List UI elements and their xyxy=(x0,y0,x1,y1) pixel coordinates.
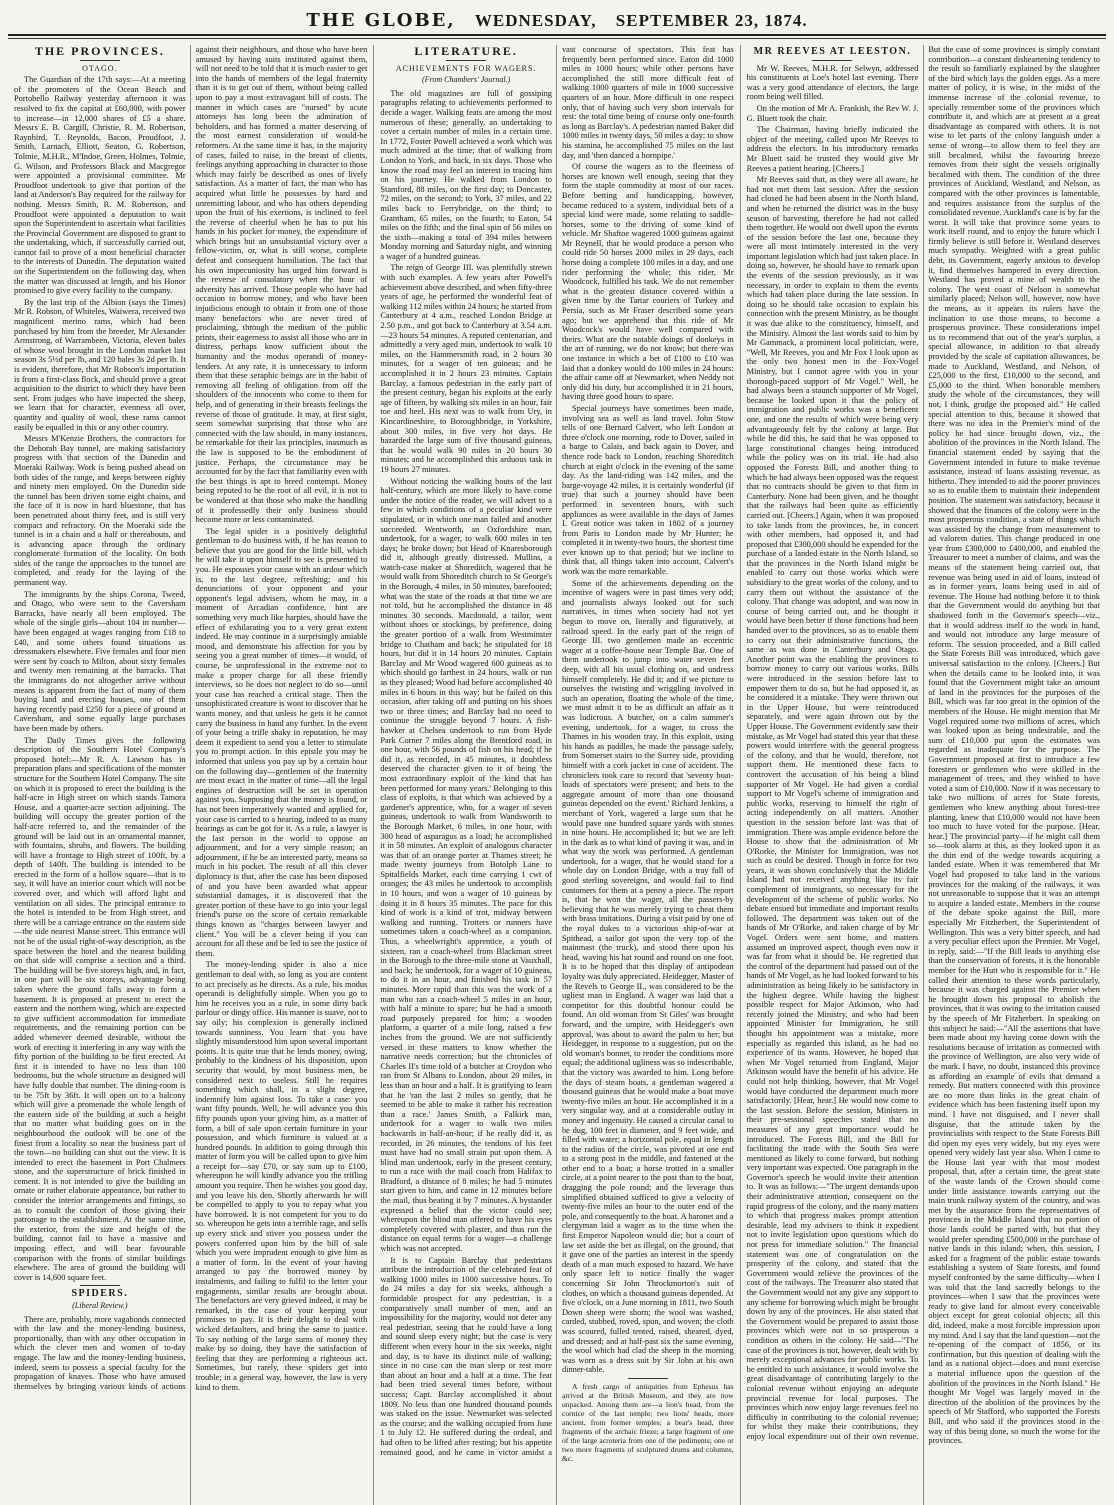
spiders-source: (Liberal Review.) xyxy=(72,1301,128,1310)
literature-subheading: ACHIEVEMENTS FOR WAGERS. xyxy=(395,63,537,73)
spiders-paragraph: The money-lending spider is also a nice gentleman to deal with, so long as you are content to act precisely as he directs. As a rule, his modus operandi is delightfully simple. When you go to him he receives you as a rule, in some dirty back parlour or dingy office. His manner is suave, not to say oily; his complexion is generally inclined towards sunniness. You learn that you have slightly misunderstood him upon several important points. It is quite true that he lends money, owing, probably to the kindness of his disposition, upon security that would, by most business men, be considered next to useless. Still he requires something which shall, in a slight degree, indemnify him against loss. To take a case: you want fifty pounds. Well, he will advance you this fifty pounds upon your giving him, as a matter of form, a bill of sale upon certain furniture in your possession, and which furniture is valued at a hundred pounds. In addition to going through this matter of form you will be called upon to give him a receipt for—say £70, or say sum up to £100, whereupon he will kindly advance you the trifling amount you require. Then he wishes you good day, and you leave his den. Shortly afterwards he will be compelled to apply to you to repay what you have borrowed. It is not competent for you to do so. whereupon he gets into a terrible rage, and sells up every stick and stiver you possess under the powers conferred upon him by the bill of sale which you were imprudent enough to give him as a matter of form. In the event of your having arranged to pay the borrowed money by instalments, and failing to fulfil to the letter your engagements, similar results are brought about. The benefactors are very grieved indeed, it may be remarked, in the case of your keeping your promises to pay. It is their delight to deal with wicked defaulters, and bring the same to justice. To say nothing of the large sums of money they make by so doing, they have the satisfaction of feeling that they are performing a righteous act. Sometimes, but rarely, these spiders get into trouble; in a general way, however, the law is very kind to them. xyxy=(195,960,368,1392)
column-reeves xyxy=(740,45,1106,1505)
literature-paragraph: Of course the wagers as to the fleetness of horses are known well enough, seeing that they form the staple commodity at most of our races. Before betting and handicapping, however, became reduced to a system, individual bets of a special kind were made, some relating to saddle-horses, some to the driving of some kind of vehicle. Mr Shaftoe wagered 1000 guineas against Mr Reynell, that he would produce a person who could ride 50 horses 2000 miles in 29 days, each horse doing a complete 100 miles in a day, and one rider performing the whole; this rider, Mr Woodcock, fulfilled his task. We do not remember what is the greatest distance covered within a given time by the Tartar couriers of Turkey and Persia, such as Mr Fraser described some years ago; but we apprehend that this ride of Mr Woodcock's would have well compared with theirs. What are the notable doings of donkeys in the art of running, we do not know; but there was one instance in which a bet of £100 to £10 was laid that a donkey would do 100 miles in 24 hours: the affair came off at Newmarket, when Neddy not only did his duty, but accomplished it in 21 hours, having three good hours to spare. xyxy=(561,162,734,402)
literature-paragraph: It is to Captain Barclay that pedestrians attribute the introduction of the celebrated feat of walking 1000 miles in 1000 successive hours. To do 24 miles a day for six weeks, although a formidable prospect for any pedestrian, is a comparatively small number of men, and an impossibility for the majority, would not deter any real pedestrian, seeing that he could have a long and sound sleep every night; but the case is very different when every hour in the six weeks, night and day, is to have its distinct mile of walking; since in no case can the man sleep or rest more than about an hour and a half at a time. The feat had been tried several times before, without success; Capt. Barclay accomplished it about 1809. No less than one hundred thousand pounds was staked on the issue. Newmarket was selected as the course; and the walking occupied from June 1 to July 12. He suffered during the ordeal, and had often to be lifted after resting; but his appetite remained good, and he came in victor amidst a vast concourse of spectators. This feat has frequently been performed since. Eaton did 1000 miles in 1000 hours; while other persons have accomplished the still more difficult feat of walking 1000 quarters of mile in 1000 successive quarters of an hour. More difficult in one respect only, that of having such very short intervals for rest: the total time being of course only one-fourth as long as Barclay's. A pedestrian named Baker did 1000 miles in twenty days, 50 miles a day: to show his stamina, he accomplished 75 miles on the last day, and 'then danced a hornpipe.' xyxy=(380,45,734,1457)
literature-paragraph: Special journeys have sometimes been made, involving sea as well as land travel. John Stow tells of one Bernard Calvert, who left London at three o'clock one morning, rode to Dover, sailed in a barge to Calais, and back again to Dover, and thence rode back to London, reaching Shoreditch church at eight o'clock in the evening of the same day. As the land-riding was 142 miles, and the barge-voyage 42 miles, it is certainly wonderful (if true) that such a journey should have been performed in seventeen hours, with such appliances as were available in the days of James I. Great notice was taken in 1802 of a journey from Paris to London made by Mr Hunter; he completed it in twenty-two hours, the shortest time ever known up to that period; but we incline to think that, all things taken into account, Calvert's work was the more remarkable. xyxy=(561,403,734,577)
literature-paragraph: Some of the achievements depending on the incentive of wagers were in past times very odd; and journalists always looked out for such narratives, in times when society had not yet begun to move on, literally and figuratively, at railroad speed. In the early part of the reign of George III. two gentlemen made an eccentric wager at a coffee-house near Temple Bar. One of them undertook to jump into water seven feet deep, with all his usual clothing on, and undress himself completely. He did it; and if we picture to ourselves the twisting and wriggling involved in such an operation, floating the whole of the time, we must admit it to be as difficult an affair as it was ludicrous. A butcher, on a calm summer's evening, undertook, for a wager, to cross the Thames in his wooden tray. In this exploit, using his hands as paddles, he made the passage safely, from Somerset stairs to the Surrey side, providing himself with a cork jacket in case of accident. The chroniclers took care to record that 'seventy boat-loads of spectators were present; and bets to the aggregate amount of more than one thousand guineas depended on the event.' Richard Jenkins, a merchant of York, wagered a large sum that he would pave one hundred square yards with stones in nine hours. He accomplished it; but we are left in the dark as to what kind of paving it was, and in what way the work was performed. A gentleman undertook, for a wager, that he would stand for a whole day on London Bridge, with a tray full of good sterling sovereigns, and would fail to find customers for them at a penny a piece. The report is, that he won the wager, all the passers-by believing that he was merely trying to cheat them with brass imitations. During a visit paid by one of the royal dukes to a victorious ship-of-war at Spithead, a sailor got upon the very top of the mainmast (the truck), and stood there upon his head, waving his hat round and round on one foot. It is to be hoped that this display of antipodean loyalty was duly appreciated. Heidegger, Master of the Revels to George II., was considered to be the ugliest man in England. A wager was laid that a competitor for this doubtful honour could be found. An old woman from St Giles' was brought forward, and the umpire, with Heidegger's own approval, was about to award the palm to her; but Heidegger, in response to a suggestion, put on the old woman's bonnet, to render the conditions more equal; the additional ugliness was so indescribable, that the victory was awarded to him. Long before the days of steam boats, a gentleman wagered a thousand guineas that he would make a boat move twenty-five miles an hour. He accomplished it in a very singular way, and at a considerable outlay in money and ingenuity. He caused a circular canal to be dug, 100 feet in diameter, and 9 feet wide, and filled with water; a horizontal pole, equal in length to the radius of the circle, was pivoted at one end to a strong post in the middle, and fastened at the other end to a boat; a horse trotted in a smaller circle, at a point nearer to the post than to the boat, dragging the pole round; and the leverage thus simplified obtained sufficed to give a velocity of twenty-five miles an hour to the outer end of the pole, and consequently to the boat. A baronet and a clergyman laid a wager as to the time when the first Emperor Napoleon would die; but a court of law set aside the bet as illegal, on the ground, that it gave one of the parties an interest in the speedy death of a man much exposed to hazard. We have only space left to notice finally the wager concerning Sir John Throckmorton's suit of clothes, on which a thousand guineas depended. At five o'clock, on a June morning in 1811, two South Down sheep were shorn; the wool was washed, carded, stubbed, roved, spun, and woven; the cloth was scoured, fulled tented, raised, sheared, dyed, and dressed; and at half-past six the same evening, the wool which had clad the sheep in the morning was worn as a dress suit by Sir John at his own dinner-table. xyxy=(561,578,734,1375)
reeves-paragraph: Mr Reeves said that, as they were all aware, he had not met them last session. After the session had closed he had been absent in the North Island, and when he returned the district was in the busy season of harvesting, therefore he had not called them together. He would not dwell upon the events of the session before the last one, because they were all most intimately interested in the very important legislation which had just taken place. In doing so, however, he should have to remark upon the events of the session previously, as it was necessary, in order to explain to them the events which had taken place during the late session. In doing so he should take occasion to explain his connection with the present Ministry, as he thought it was due alike to the constituency, himself, and the Ministry. Almost the last words said to him by Mr Gammack, a prominent local politician, were, "Well, Mr Reeves, you and Mr Fox I look upon as the only two honest men in the Fox-Vogel Ministry, but I cannot agree with you in your thorough-paced support of Mr Vogel." Well, he had always been a staunch supporter of Mr Vogel, because he looked upon it that the policy of immigration and public works was a beneficent one, and one the results of which were being very advantageously felt by the colony at large. But while he did this, he said that he was opposed to large constitutional changes being introduced while the policy was on its trial. He had also opposed the Forests Bill, and another thing to which he had always been opposed was the request that no contracts should be given to that firm in Canterbury. None had been given, and he thought that the railways had been quite as efficiently carried out. [Cheers.] Again, when it was proposed to take lands from the provinces, he, in concert with other members, had opposed it, and had proposed that £300,000 should be expended for the purchase of a landed estate in the North Island, so that the provinces in the North Island might be enabled to carry out those works which were subsidiary to the great works of the colony, and to carry them out without the assistance of the colony. That change was adopted, and was now in course of being carried out, and he thought it would have been better if those functions had been handed over to the provinces, so as to enable them to carry out their administrative functions, the same as was done in Canterbury and Otago. Another point was the enabling the provinces to borrow money to carry out various works. Bills were introduced in the session before last to empower them to do so, but he had opposed it, as he considered it a mistake. They were thrown out in the Upper House, but were reintroduced separately, and were again thrown out by the Upper House. The Government evidently saw their mistake, as Mr Vogel had stated this year that these powers would interfere with the general progress of the colony, and that he would, therefore, not support them. He mentioned these facts to controvert the accusation of his being a blind supporter of Mr Vogel. He had given a cordial support to Mr Vogel's scheme of immigration and public works, reserving to himself the right of acting independently on all matters. Another question in the session before last was that of immigration. There was ample evidence before the House to show that the administration of Mr O'Rorke, the Minister for Immigration, was not such as could be desired. Though in force for two years, it was shown conclusively that the Middle Island had not received anything like its fair complement of immigrants, so necessary for the development of the scheme of public works. No debate ensued but immediate and important results followed. The department was taken out of the hands of Mr O'Rorke, and taken charge of by Mr Vogel. Orders were sent home, and matters assumed an improved aspect, though even now it was far from what it should be. He regretted that the control of the department had passed out of the hands of Mr Vogel, as he had looked forward to his administration as being likely to be satisfactory in the highest degree. While having the highest possible respect for Major Atkinson, who had recently joined the Ministry, and who had been appointed Minister for Immigration, he still thought his appointment was a mistake, more especially as regarded this island, as he had no experience of its wants. However, he hoped that when Mr Vogel returned from England, Major Atkinson would have the benefit of his advice. He could not help thinking, however, that Mr Vogel would have conducted the department much more satisfactorily. [Hear, hear.] He would now come to the last session. Before the session, Ministers in their pre-sessional speeches stated that no measures of any great importance would be introduced. The Forests Bill, and the Bill for facilitating the trade with the South Sea were mentioned as likely to come forward, but nothing very important was expected. One paragraph in the Governor's speech he would invite their attention to. It was as follows:—"The urgent demands upon their administrative attention, consequent on the rapid progress of the colony, and the many matters to which that progress makes prompt attention desirable, lead my advisers to think it expedient not to invite legislation upon questions which do not press for immediate solution." The financial statement was one of congratulation on the prosperity of the colony, and stated that the Government would relieve the provinces of the cost of the railways. The Treasurer also stated that the Government would not any give any support to any scheme for borrowing which might be brought down by any of the provinces. He also stated that the Government would be prepared to assist those provinces which were not in so prosperous a condition as others in the colony. He said—"The case of the provinces is not, however, dealt with by merely exceptional advances for public works. To be entitled to such assistance, it would involve the great disadvantage of contributing largely to the colonial revenue without enjoying an adequate provincial revenue for local purposes. The provinces which now enjoy large revenues feel no difficulty in contributing to the colonial revenue; for whilst they make their contributions, they enjoy local expenditure out of their own revenue. But the case of some provinces is simply constant contribution—a constant disheartening tendency to the result so familiarly explained by the slaughter of the bird which lays the golden eggs. As a mere matter of policy, it is wise, in the midst of the immense increase of the colonial revenue, to specially remember some of the provinces which contribute it, and which are at present at a great disadvantage as compared with others. It is not wise to let parts of the colony languish under a sense of wrong—to allow them to feel they are still becalmed, whilst the favouring breeze removes from their sight the vessels originally becalmed with them. The condition of the three provinces of Auckland, Westland, and Nelson, as compared with the other provinces is lamentable, and requires assistance from the surplus of the consolidated revenue. Auckland's case is by far the worst. It will take that province some years to work itself round, and to enjoy the future which I firmly believe is still before it. Westland deserves much sympathy. Weighted with a great public debt, its Government, eagerly anxious to develop it, find themselves hampered in every direction. Westland has proved a mine of wealth to the colony. The west coast of Nelson is somewhat similarly placed; Nelson will, however, now have the means, as it appears its rulers have the inclination to use those means, to become a prosperous province. These considerations impel us to recommend that out of the year's surplus, a special allowance, in addition to that already provided by the scale of capitation allowances, be made to Auckland, Westland, and Nelson, of £25,000 to the first, £10,000 to the second, and £5,000 to the third. When honorable members study the whole of the circumstances, they will not, I think, grudge the proposed aid." He called special attention to this, because it showed that there was no idea in the Premier's mind of the policy he had since brought down, viz., the abolition of the provinces in the North Island. The financial statement ended by saying that the Government intended in future to make revenue assistance, instead of loans assisting revenue, as hitherto. They intended to aid the poorer provinces so as to enable them to maintain their independent position. The statement was satisfactory, because it showed that the finances of the colony were in the most prosperous condition, a state of things which was assisted by the change from measurement to ad valorem duties. This change produced in one year from £300,000 to £400,000, and enabled the Treasurer to meet a number of claims, and was the means of the statement being carried out, that revenue was being used in aid of loans, instead of as in former years, loans being used in aid of revenue. The House had nothing before it to think that the Government would do anything but that shadowed forth in the Governor's speech—viz., that it would address itself to the work in hand, and would not introduce any large measure of reform. The session proceeded, and a Bill called the State Forests Bill was introduced, which gave universal satisfaction to the colony. [Cheers.] But when the details came to be looked into, it was found that the Government might take an amount of land in the provinces for the purposes of the Bill, which was far too great in the opinion of the members of the House. He might mention that Mr Vogel required some two millions of acres, which was looked upon as being undesirable, and the sum of £10,000 put upon the estimates was regarded as inadequate for the purpose. The Government proposed at first to introduce a few foresters or gentlemen who were skilled in the management of trees, and they wished to have voted a sum of £10,000. Now if it was necessary to take two millions of acres for State forests, gentlemen who knew anything about forest-tree planting, knew that £10,000 would not have been too much to have voted for the purpose. [Hear, hear.] The provincial party—if he might call them so—took alarm at this, as they looked upon it as the thin end of the wedge towards acquiring a landed estate. When it was remembered that Mr Vogel had proposed to take land in the various provinces for the making of the railways, it was not unreasonable to suppose that it was an attempt to acquire a landed estate. Members in the course of the debate spoke against the Bill, more especially Mr Fitzherbert, the Superintendent of Wellington. This was a very bitter speech, and had a very peculiar effect upon the Premier. Mr Vogel, in reply, said:—"If the Bill leads to anything else than the conservation of forests, it is the honorable member for the Hutt who is responsible for it." He called their attention to these words particularly, because it was charged against the Premier when he brought down his proposal to abolish the provinces, that it was owing to the irritation caused by the speech of Mr Fitzherbert. In speaking on this subject he said:—"All the assertions that have been made about my having come down with the resolutions because of irritation as connected with the province of Wellington, are also very wide of the mark. I have, no doubt, instanced this province as affording an example of evils that demand a remedy. But matters connected with this province are no more than links in the great chain of evidence which has been fastening itself upon my mind. I have not disguised, and I never shall disguise, that the attitude taken by the provincialists with respect to the State Forests Bill did open my eyes very widely, but my eyes were opened very widely last year also. When I came to the House last year with that most modest proposal, that, after a certain time, the great state of the waste lands of the Crown should come under little assistance towards carrying out the main trunk railway system of the country, and was met by the assurance from the representatives of provinces in the Middle Island that no portion of those lands could be parted with, but that they would prefer spending £500,000 in the purchase of native lands in this island; when, this session, I asked for a fragment of the public estate towards establishing a system of State forests, and found myself confronted by the same difficulty—when I was told that the land sacredly belongs to the provinces—when I saw that the provinces were ready to give land for almost every conceivable object except for great colonial objects; all this did, indeed, make a most forcible impression upon my mind. And I say that the land question—not the re-opening of the compact of 1856, or its confirmation, but this question of dealing with the land as a national object—does and must exercise a material influence upon the question of the abolition of the provinces in the North Island." He thought Mr Vogel was largely moved in the direction of the abolition of the provinces by the speech of Mr Stafford, who supported the Forests Bill, and who said if the provinces stood in the way of this being done, so much the worse for the provinces. xyxy=(746,45,1100,1446)
reeves-paragraph: The Chairman, having briefly indicated the object of the meeting, called upon Mr Reeves to address the electors. In his introductory remarks Mr Bluett said he trusted they would give Mr Reeves a patient hearing. [Cheers.] xyxy=(746,125,919,173)
column-provinces-spiders xyxy=(8,45,373,1505)
literature-source: (From Chambers' Journal.) xyxy=(422,75,511,85)
literature-paragraph: The old magazines are full of gossiping paragraphs relating to achievements performed to decide a wager. Walking feats are among the most numerous of these; generally, an undertaking to cover a certain number of miles in a certain time. In 1772, Foster Powell achieved a work which was much admired at the time; that of walking from London to York, and back, in six days. Those who know the road may feel an interest in tracing him on his journey. He walked from London to Stamford, 88 miles, on the first day; to Doncaster, 72 miles, on the second; to York, 37 miles, and 22 miles back to Ferrybridge, on the third; to Grantham, 65 miles, on the fourth; to Eaton, 54 miles on the fifth; and the final spin of 56 miles on the sixth—making a total of 394 miles between Monday morning and Saturday night, and winning a wager of a hundred guineas. xyxy=(380,88,552,261)
issue-date: SEPTEMBER 23, 1874. xyxy=(615,11,808,30)
issue-day: WEDNESDAY, xyxy=(474,11,597,30)
literature-paragraph: Without noticing the walking bouts of the last half-century, which are more likely to have come under the notice of the reader, we will advert to a few in which conditions of a peculiar kind were stipulated, or in which one man failed and another succeeded. Wentworth, an Oxfordshire man, undertook, for a wager, to walk 600 miles in ten days; he broke down; but Head of Knaresborough did it, although greatly distressed. Mullins, a watch-case maker at Shoreditch, wagered that he would walk from Shoreditch church to St George's in the Borough, 4 miles, in 50 minutes, barefooted; what was the state of the roads at that time we are not told, but he accomplished the distance in 48 minutes 30 seconds. Macdonald, a tailor, went without shoes or stockings, by preference, doing the greater portion of a walk from Westminster bridge to Chatham and back; he stipulated for 18 hours, but did it in 14 hours 20 minutes. Captain Barclay and Mr Wood wagered 600 guineas as to which should go farthest in 24 hours, walk or run as they pleased; Wood had before accomplished 40 miles in 6 hours in this way; but he failed on this occasion, after taking off and putting on his shoes two or three times; and Barclay had no need to continue the struggle beyond 7 hours. A fish-hawker at Chelsea undertook to run from Hyde Park Corner 7 miles along the Brentford road, in one hour, with 56 pounds of fish on his head; if he did it, as recorded, in 45 minutes, it doubtless deserved the character given to it of being 'the most extraordinary exploit of the kind that has been performed for many years.' Belonging to this class of exploits, is that which was achieved by a gardener's apprentice, who, for a wager of seven guineas, undertook to walk from Wandsworth to the Borough Market, 6 miles, in one hour, with 300 head of asparagus as a load; he accomplished it in 58 minutes. An exploit of analogous character was that of an orange porter at Thames street; he made twenty journeys from Botolph Lane to Spitalfields Market, each time carrying 1 cwt of oranges; the 43 miles he undertook to accomplish in 10 hours, and won a wager of 10 guineas by doing it in 8 hours 35 minutes. The pace for this kind of work is a kind of trot, midway between walking and running. Trotters or runners have sometimes taken a coach-wheel as a companion. Thus, a wheelwright's apprentice, a youth of sixteen, ran a coach-wheel from Blackman street in the Borough to the three-mile stone at Vauxhall, and back; he undertook, for a wager of 10 guineas, to do it in an hour, and finished his task in 57 minutes. More rapid than this was the work of a man who ran a coach-wheel 5 miles in an hour, with half a minute to spare; but he had a smooth road purposely prepared for him; a wooden platform, a quarter of a mile long, raised a few inches from the ground. We are not sufficiently versed in these matters to know whether the narrative needs correction; but the chronicles of Charles II's time told of a butcher at Croydon who ran from St Albans to London, about 20 miles, in less than an hour and a half. It is gratifying to learn that he 'ran the last 2 miles so gently, that he seemed to be able to make it rather his recreation than a race.' James Smith, a Falkirk man, undertook for a wager to walk two miles backwards in half-an-hour; if he really did it, as recorded, in 26 minutes, the tendons of his feet must have had no small strain put upon them. A blind man undertook, early in the present century, to run a race with the mail coach from Halifax to Bradford, a distance of 8 miles; he had 5 minutes start given to him, and came in 12 minutes before the mail, thus beating it by 7 minutes. A bystander expressed a belief that the victor could see; whereupon the blind man offered to have his eyes completely covered with plaster, and thus run the distance on equal terms for a wager—a challenge which was not accepted. xyxy=(380,476,552,1254)
masthead-rule xyxy=(8,38,1106,39)
column-literature xyxy=(373,45,739,1505)
reeves-paragraph: On the motion of Mr A. Frankish, the Rev W. J. G. Bluett took the chair. xyxy=(746,103,919,123)
reeves-rule xyxy=(812,60,852,61)
literature-footnote: A fresh cargo of antiquities from Ephesus has arrived at the British Museum, and they are now unpacked. Among them are—a lion's head, from the cornice of the last temple; two lions' heads, more ancient, from former temples; a bear's head, three fragments of the archaic frieze; a large fragment of one of the large acroteria from one of the pediments; one or two more fragments of sculptured drums and columns, &c. xyxy=(561,1381,734,1463)
provinces-paragraph: The immigrants by the ships Corona, Tweed, and Otago, who were sent to the Caversham Barracks, have nearly all been employed. The whole of the single girls—about 104 in number—have been engaged at wages ranging from £18 to £40, and some others found situations as dressmakers elsewhere. Five females and four men were sent by coach to Milton, about sixty females and twenty men remaining at the barracks. That the immigrants do not altogether arrive without means is apparent from the fact of many of them buying land and erecting houses, one of them having recently paid £250 for a piece of ground at Caversham, and some equally large purchases have been made by others. xyxy=(14,589,186,733)
masthead xyxy=(8,8,1106,36)
literature-paragraph: The reign of George III. was plentifully strewn with such examples. A few years after Powell's achievement above described, and when fifty-three years of age, he performed the wonderful feat of walking 112 miles within 24 hours; he started from Canterbury at 4 a.m., reached London Bridge at 2.50 p.m., and got back to Canterbury at 3.54 a.m.—23 hours 54 minutes. A reputed centenarian, and admittedly a very aged man, undertook to walk 10 miles, on the Hammersmith road, in 2 hours 30 minutes, for a wager of ten guineas; and he accomplished it in 2 hours 23 minutes. Captain Barclay, a famous pedestrian in the early part of the present century, began his exploits at the early age of fifteen, by walking six miles in an hour, fair toe and heel. His next was to walk from Ury, in Kincardineshire, to Boroughbridge, in Yorkshire, about 300 miles, in five very hot days. He hazarded the large sum of five thousand guineas, that he would walk 90 miles in 20 hours 30 minutes; and he accomplished this arduous task in 19 hours 27 minutes. xyxy=(380,263,552,474)
spiders-paragraph: There are, probably, more vagabonds connected with the law and the money-lending business, proportionally, than with any other occupation in which the clever men and women of to-day engage. The law and the money-lending business, indeed, seem to possess a special faculty for the propagation of knaves. Those who have amused themselves by bringing various kinds of actions against their neighbours, and those who have been amused by having suits instituted against them, will not need to be told that it is much easier to get into the hands of members of the legal fraternity than it is to get out of them, without being called upon to pay a most extravagant bill of costs. The manner in which cases are "nursed" by acute attorneys has long been the admiration of beholders, and has formed a matter deserving of the most earnest consideration of would-be reformers. At the same time it has, in the majority of cases, failed to raise, in the breast of clients, feelings anything approaching in character to those which may fairly be described as ones of lively satisfaction. As a matter of fact, the man who has acquired what little he possesses by hard and unremitting labour, and who has others depending upon the fruit of his exertions, is inclined to feel the reverse of cheerful when he has to put his hands in his pocket for money, the expenditure of which brings but an unsubstantial victory over a fellow-victim, or, what is still worse, complete defeat and consequent humiliation. The fact that his own impecuniosity has urged him forward is the reverse of consolatory when the hour of adversity has arrived. Those people who have had occasion to borrow money, and who have been injudicious enough to obtain it from one of those many benefactors who are never tired of proclaiming, through the medium of the public prints, their eagerness to assist all those who are in distress, perhaps know sufficient about the humanity and the modus operandi of money-lenders. At any rate, it is unnecessary to inform them that these seraphic beings are in the habit of removing all feeling of obligation from off the shoulders of the innocents who come to them for help, and of generating in their breasts feelings the reverse of those of gratitude. It may, at first sight, seem somewhat surprising that those who are connected with the law should, in many instances, be remarkable for their lax principles, inasmuch as the law is supposed to be the embodiment of justice. Perhaps, the circumstance may be accounted for by the fact that familiarity even with the best things is apt to breed contempt. Money being reputed to be the root of all evil, it is not to be wondered at that those who make the handling of it professedly their only business should become more or less contaminated. xyxy=(14,45,368,1391)
spiders-heading: SPIDERS. xyxy=(71,1288,129,1300)
literature-heading: LITERATURE. xyxy=(414,45,518,58)
footnote-rule xyxy=(628,1378,668,1379)
section-rule xyxy=(80,1285,120,1286)
provinces-paragraph: Messrs M'Kenzie Brothers, the contractors for the Deborah Bay tunnel, are making satisfactory progress with that section of the Dunedin and Moeraki Railway. Work is being pushed ahead on both sides of the range, and keeps between eighty and ninety men employed. On the Dunedin side the tunnel has been driven some eight chains, and the face of it is now in hard bluestone, that has been penetrated about thirty feet, and is still very compact and refractory. On the Moeraki side the tunnel is in a chain and a half or thereabouts, and is advancing apace through the ordinary conglomerate formation of the locality. On both sides of the range the approaches to the tunnel are completed, and ready for the laying of the permanent way. xyxy=(14,434,186,588)
provinces-subheading: OTAGO. xyxy=(82,63,118,73)
provinces-paragraph: By the last trip of the Albion (says the Times) Mr R. Robson, of Whiteles, Waiwera, received two magnificent merino rams, which had been purchased by him from the breeder, Mr Alexander Armstrong, of Warrambeen, Victoria, eleven bales of whose wool brought in the London market last season 3s 5½d per lb, and 120 bales 3s 2d per lb. It is evident, therefore, that Mr Robson's importation is from a first-class flock, and should prove a great acquisition to the district to which they have been sent. From judges who have inspected the sheep, we learn that for character, evenness all over, quantity and quality of wool, these rams cannot easily be equalled in this or any other country. xyxy=(14,297,186,432)
reeves-heading: MR REEVES AT LEESTON. xyxy=(753,46,912,57)
provinces-rule xyxy=(80,60,120,61)
provinces-paragraph: The Daily Times gives the following description of the Southern Hotel Company's proposed hotel:—Mr R. A. Lawson has in preparation plans and specifications of the monster structure for the Southern Hotel Company. The site on which it is proposed to erect the building is the half-acre in High street on which stands Tamora House, and a quarter-acre section adjoining. The building will occupy the greater portion of the half-acre referred to, and the remainder of the ground will be laid out in an ornamental manner, with fountains, shrubs, and flowers. The building will have a frontage to High street of 100ft, by a depth of 140ft. The building is intended to be erected in the form of a hollow square—that is to say, it will have an interior court which will not be covered over, and which will afford light and ventilation on all sides. The principal entrance to the hotel is intended to be from High street, and there will be a carriage entrance on the eastern side—the side nearest Manse street. This entrance will not be of the usual right-of-way description, as the space between the hotel and the nearest building on that side will comprise a section and a third. The building will be five storeys high, and, in fact, in one part will be six storeys, advantage being taken where the ground falls away to form a basement. It is proposed at present to erect the eastern and the northern wing, which are expected to give sufficient accommodation for immediate requirements, and the remaining portion can be added whenever deemed desirable, without the work of erecting it interfering in any way with the fifty portion of the building to be first erected. At first it is intended to have no less than 100 bedrooms, but the whole structure as designed will have fully double that number. The dining-room is to be 75ft by 36ft. It will open on to a balcony which will give a promenade the whole length of the eastern side of the building at such a height that no matter what building goes on in the neighbourhood the outlook will be one of the finest from a locality so near the business part of the town—no building can shut out the view. It is intended to erect the basement in Port Chalmers stone, and the superstructure of brick finished in cement. It is not intended to give the building an ornate or rather elaborate appearance, but rather to consider the interior arrangements and fittings, so as to consult the comfort of those giving their patronage to the establishment. At the same time, the exterior, from the size and height of the building, cannot fail to have a massive and imposing effect, and will bear favourable comparison with the fronts of similar buildings elsewhere. The area of ground the building will cover is 14,600 square feet. xyxy=(14,735,186,1282)
columns xyxy=(8,45,1106,1505)
reeves-paragraph: Mr W. Reeves, M.H.R. for Selwyn, addressed his constituents at Loe's hotel last evening. There was a very good attendance of electors, the large room being well filled. xyxy=(746,63,919,102)
provinces-heading: THE PROVINCES. xyxy=(34,45,165,58)
paper-name: THE GLOBE, xyxy=(306,10,456,31)
provinces-paragraph: The Guardian of the 17th says:—At a meeting of the promoters of the Ocean Beach and Portobello Railway yesterday afternoon it was resolved to fix the capital at £60,000, with power to increase—in 12,000 shares of £5 a share. Messrs E. B. Cargill, Christie, R. M. Robertson, Raynbird, T. Reynolds, Bacon, Proudfoot, J. Smith, Larnach, Elliott, Seaton, G. Robertson, Tolmie, M.H.R., M'Indoe, Green, Holmes, Tolmie, G. Wilson, and Professors Black and Macgregor were appointed a provisional committee. Mr Proudfoot undertook to give that portion of the land at Anderson's Bay required for the railway for nothing. Messrs Smith, R. M. Robertson, and Proudfoot were appointed a deputation to wait upon the Superintendent to ascertain what facilities the Provincial Government are disposed to grant to the undertaking, which, if successfully carried out, cannot fail to prove of a most beneficial character to the interests of Dunedin. The deputation waited on the Superintendent on the following day, when the matter was discussed at length, and his Honor promised to give every facility to the company. xyxy=(14,75,186,296)
literature-rule xyxy=(446,60,486,61)
spiders-paragraph: The legal spider is a positively delightful gentleman to do business with, if he has reason to believe that you are good for the little bill, which he will take it upon himself to see is presented to you. He espouses your cause with an ardour which is, to the last degree, refreshing; and his denunciations of your opponent and your opponent's legal advisers, whom he may, in a moment of Arcadian confidence, hint are something very much like harpies, should have the effect of exhilarating you to a very great extent indeed. He may continue in a surprisingly amiable mood, and demonstrate his affection for you by seeing you a great number of times—it would, of course, be unprofessional in the extreme not to make a proper charge for all these friendly interviews, so he does not neglect to do so—until your case has reached a critical stage. Then the unsophisticated creature is wont to discover that he wants money, and that unless he gets it he cannot carry the business in hand any further. In the event of your being a trifle shaky in reputation, he may deem it expedient to send you a letter to stimulate you to prompt action. In this epistle you may be informed that unless you pay up by a certain hour on the following day—gentlemen of the fraternity are most exact in the matter of time—all the legal engines of destruction will be set in operation against you. Supposing that the money is found, or has not been imperatively wanted and applied for, your case is carried to a hearing, indeed to as many hearings as can be got for it. As a rule, a lawyer is the last person in the world to oppose an adjournment, and for a very simple reason; an adjournment, if he be an interested party, means so much in his pocket. The result of all this clever diplomacy is that, after the case has been disposed of and you have been awarded what appear substantial damages, it is discovered that the greater portion of these have to go into your legal friend's purse on the score of certain remarkable things known as "charges between lawyer and client." You will be a clever being if you can account for all these and be led to see the justice of them. xyxy=(195,526,368,958)
